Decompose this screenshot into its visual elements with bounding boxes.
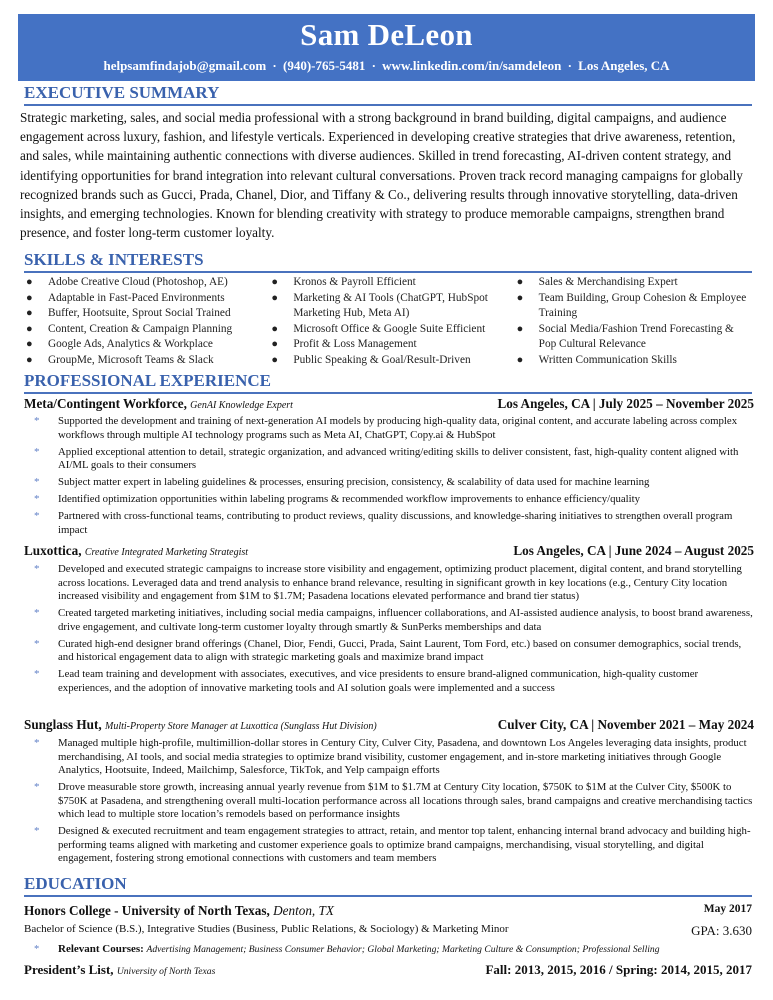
job-location-dates: Los Angeles, CA | June 2024 – August 2025 xyxy=(513,543,754,558)
school-location: Denton, TX xyxy=(273,903,334,918)
list-item: * Developed and executed strategic campaigns to increase store visibility and engagement, optimizing product placement, digital content, and brand storytelling across locations. Leveraged data and trend analysis to enhance brand relevance, resulting in significant growth in key locations (e.g., Century City location increased visibility and engagement from $1M to $1.7M; Pasadena locations elevated performance and brand tier status) xyxy=(34,563,742,602)
education-honors-row xyxy=(24,962,752,978)
honor-terms: Fall: 2013, 2015, 2016 / Spring: 2014, 2015, 2017 xyxy=(485,962,752,977)
skill-item: ● Microsoft Office & Google Suite Efficient xyxy=(269,322,514,338)
skills-column-1 xyxy=(24,275,269,368)
summary-paragraph: Strategic marketing, sales, and social media professional with a strong background in brand building, digital campaigns, and audience engagement across luxury, fashion, and lifestyle verticals. Experienced in developing creative strategies that drive awareness, retention, and sales, while maintaining authentic connections with diverse audiences. Skilled in trend forecasting, AI-driven content strategy, and identifying opportunities for brand integration into relevant cultural conversations. Proven track record managing campaigns for globally recognized brands such as Gucci, Prada, Chanel, Dior, and Tiffany & Co., delivering results through innovative storytelling, data-driven insights, and emerging technologies. Known for blending creativity with strategy to produce memorable campaigns, strengthen brand presence, and foster long-term customer loyalty. xyxy=(20,110,743,241)
job-bullets-meta xyxy=(34,415,754,541)
job-header-meta xyxy=(24,396,754,414)
skill-item: ● Adobe Creative Cloud (Photoshop, AE) xyxy=(24,275,269,291)
asterisk-bullet-icon: * xyxy=(34,825,40,838)
candidate-name: Sam DeLeon xyxy=(300,17,473,52)
education-degree-row xyxy=(24,923,752,939)
bullet-icon: ● xyxy=(516,353,524,366)
skill-item: ● Public Speaking & Goal/Result-Driven xyxy=(269,353,514,369)
linkedin-link[interactable]: www.linkedin.com/in/samdeleon xyxy=(382,58,562,73)
separator: · xyxy=(371,58,376,73)
skill-item: ● Adaptable in Fast-Paced Environments xyxy=(24,291,269,307)
section-title-education: EDUCATION xyxy=(24,875,752,897)
bullet-icon: ● xyxy=(26,322,33,335)
school-name: Honors College - University of North Texas, xyxy=(24,903,270,918)
job-role: Multi-Property Store Manager at Luxottica (Sunglass Hut Division) xyxy=(105,721,377,732)
asterisk-bullet-icon: * xyxy=(34,563,40,575)
honor-org: University of North Texas xyxy=(116,966,216,977)
asterisk-bullet-icon: * xyxy=(34,944,40,955)
skills-column-2 xyxy=(269,275,514,368)
phone-number: (940)-765-5481 xyxy=(283,58,366,73)
degree: Bachelor of Science (B.S.), Integrative Studies (Business, Public Relations, & Sociology) & Marketing Minor xyxy=(24,923,509,935)
resume-header xyxy=(18,14,755,81)
courses-list: Advertising Management; Business Consumer Behavior; Global Marketing; Marketing Culture & Consumption; Professional Selling xyxy=(146,944,660,955)
bullet-icon: ● xyxy=(26,307,33,319)
skill-item: ● Buffer, Hootsuite, Sprout Social Trained xyxy=(24,306,269,322)
list-item: * Created targeted marketing initiatives, including social media campaigns, influencer collaborations, and AI-assisted audience analysis, to boost brand awareness, drive engagement, and cultivate long-term customer loyalty through smartly & SunPerks memberships and data xyxy=(34,607,753,633)
asterisk-bullet-icon: * xyxy=(34,510,40,523)
skill-item: ● Content, Creation & Campaign Planning xyxy=(24,322,269,338)
list-item: * Managed multiple high-profile, multimillion-dollar stores in Century City, Culver City, Pasadena, and downtown Los Angeles leveraging data insights, product merchandising, AI tools, and social media strategies to optimize brand visibility, customer engagement, and in-store marketing initiatives through Google Analytics, Hootsuite, Indeed, Mailchimp, Salesforce, TikTok, and Yelp campaign efforts xyxy=(34,737,747,776)
separator: · xyxy=(272,58,277,73)
list-item: * Partnered with cross-functional teams, contributing to product reviews, quality discussions, and knowledge-sharing initiatives to strengthen overall program impact xyxy=(34,510,733,536)
section-title-summary: EXECUTIVE SUMMARY xyxy=(24,84,752,106)
list-item: * Lead team training and development with associates, executives, and vice presidents to ensure brand-aligned communication, high-quality customer experiences, and the adoption of innovative marketing tools and AI solution goals were implemented and a success xyxy=(34,668,699,694)
job-bullets-luxottica xyxy=(34,563,754,699)
bullet-icon: ● xyxy=(516,276,524,288)
honor xyxy=(24,962,215,978)
skill-item: ● Profit & Loss Management xyxy=(269,337,514,353)
bullet-icon: ● xyxy=(26,338,33,350)
skill-item: ● Team Building, Group Cohesion & Employee Training xyxy=(516,291,747,319)
section-title-experience: PROFESSIONAL EXPERIENCE xyxy=(24,372,752,394)
skill-item: ● Google Ads, Analytics & Workplace xyxy=(24,337,269,353)
bullet-icon: ● xyxy=(26,291,33,304)
skills-list xyxy=(24,275,754,368)
asterisk-bullet-icon: * xyxy=(34,476,40,489)
list-item: * Applied exceptional attention to detail, strategic organization, and advanced writing/editing skills to deliver consistent, fast, high-quality content aligned with AI/ML goals to their consumers xyxy=(34,445,739,472)
company-name: Meta/Contingent Workforce, xyxy=(24,396,187,411)
job-location-dates: Culver City, CA | November 2021 – May 2024 xyxy=(497,717,754,732)
job-location-dates: Los Angeles, CA | July 2025 – November 2025 xyxy=(497,396,754,411)
bullet-icon: ● xyxy=(271,276,278,288)
list-item: * Drove measurable store growth, increasing annual yearly revenue from $1M to $1.7M at Century City location, $750K to $1M at the Culver City, $500K to $750K at Pasadena, and strengthening overall multi-location performance across all locations through sales, brand campaigns and creative merchandising tactics which lead to multiple store location’s remodels based on performance insights xyxy=(34,781,753,821)
asterisk-bullet-icon: * xyxy=(34,607,40,620)
list-item: * Supported the development and training of next-generation AI models by producing high-quality data, original content, and accurate labeling across complex workflows through multiple AI technology programs such as Meta AI, ChatGPT, Copy.ai & HubSpot xyxy=(34,415,738,441)
separator: · xyxy=(567,58,572,73)
bullet-icon: ● xyxy=(26,276,33,288)
asterisk-bullet-icon: * xyxy=(34,737,40,749)
job-role: GenAI Knowledge Expert xyxy=(190,400,293,411)
gpa: GPA: 3.630 xyxy=(691,923,752,938)
job-title xyxy=(24,717,377,735)
list-item: * Designed & executed recruitment and team engagement strategies to attract, retain, and mentor top talent, enhancing internal brand advocacy and building high-performing teams aligned with marketing and customer experience goals to optimize brand campaigns, merchandising, visual storytelling, and digital engagement, fostering strong emotional connections with customers and team members xyxy=(34,825,751,865)
job-role: Creative Integrated Marketing Strategist xyxy=(84,547,249,558)
education-school-row xyxy=(24,903,752,919)
skill-item: ● Social Media/Fashion Trend Forecasting & Pop Cultural Relevance xyxy=(516,322,734,350)
contact-line xyxy=(18,57,755,75)
skill-item: ● Marketing & AI Tools (ChatGPT, HubSpot Marketing Hub, Meta AI) xyxy=(271,291,488,319)
skills-column-3 xyxy=(515,275,754,368)
bullet-icon: ● xyxy=(271,322,278,335)
school xyxy=(24,903,334,919)
list-item: * Subject matter expert in labeling guidelines & processes, ensuring precision, consistency, & scalability of data used for machine learning xyxy=(34,476,650,489)
asterisk-bullet-icon: * xyxy=(34,493,40,506)
job-bullets-sunglass-hut xyxy=(34,737,754,869)
graduation-date: May 2017 xyxy=(703,903,752,915)
bullet-icon: ● xyxy=(271,338,278,350)
education-courses-row xyxy=(34,943,754,955)
email-link[interactable]: helpsamfindajob@gmail.com xyxy=(103,58,267,73)
company-name: Sunglass Hut, xyxy=(24,717,102,732)
honor-title: President’s List, xyxy=(24,962,114,977)
job-title xyxy=(24,396,293,414)
asterisk-bullet-icon: * xyxy=(34,637,40,650)
bullet-icon: ● xyxy=(271,291,278,304)
company-name: Luxottica, xyxy=(24,543,82,558)
skill-item: ● Kronos & Payroll Efficient xyxy=(269,275,514,291)
asterisk-bullet-icon: * xyxy=(34,781,40,794)
skill-item: ● GroupMe, Microsoft Teams & Slack xyxy=(24,353,269,369)
courses xyxy=(34,943,660,955)
skill-item: ● Written Communication Skills xyxy=(515,353,754,369)
bullet-icon: ● xyxy=(516,291,524,304)
job-header-luxottica xyxy=(24,543,754,561)
asterisk-bullet-icon: * xyxy=(34,415,40,427)
asterisk-bullet-icon: * xyxy=(34,668,40,681)
list-item: * Curated high-end designer brand offerings (Chanel, Dior, Fendi, Gucci, Prada, Saint Laurent, Tom Ford, etc.) based on consumer demographics, social trends, and historical engagement data to align with strategic marketing goals and maximize brand impact xyxy=(34,637,742,664)
skill-item: ● Sales & Merchandising Expert xyxy=(515,275,754,291)
location: Los Angeles, CA xyxy=(578,58,670,73)
bullet-icon: ● xyxy=(516,322,524,335)
list-item: * Identified optimization opportunities within labeling programs & recommended workflow improvements to enhance efficiency/quality xyxy=(34,493,641,506)
section-title-skills: SKILLS & INTERESTS xyxy=(24,251,752,273)
job-title xyxy=(24,543,248,561)
bullet-icon: ● xyxy=(26,353,33,366)
courses-label: Relevant Courses: xyxy=(58,943,144,955)
job-header-sunglass-hut xyxy=(24,717,754,735)
asterisk-bullet-icon: * xyxy=(34,445,40,458)
bullet-icon: ● xyxy=(271,353,278,366)
